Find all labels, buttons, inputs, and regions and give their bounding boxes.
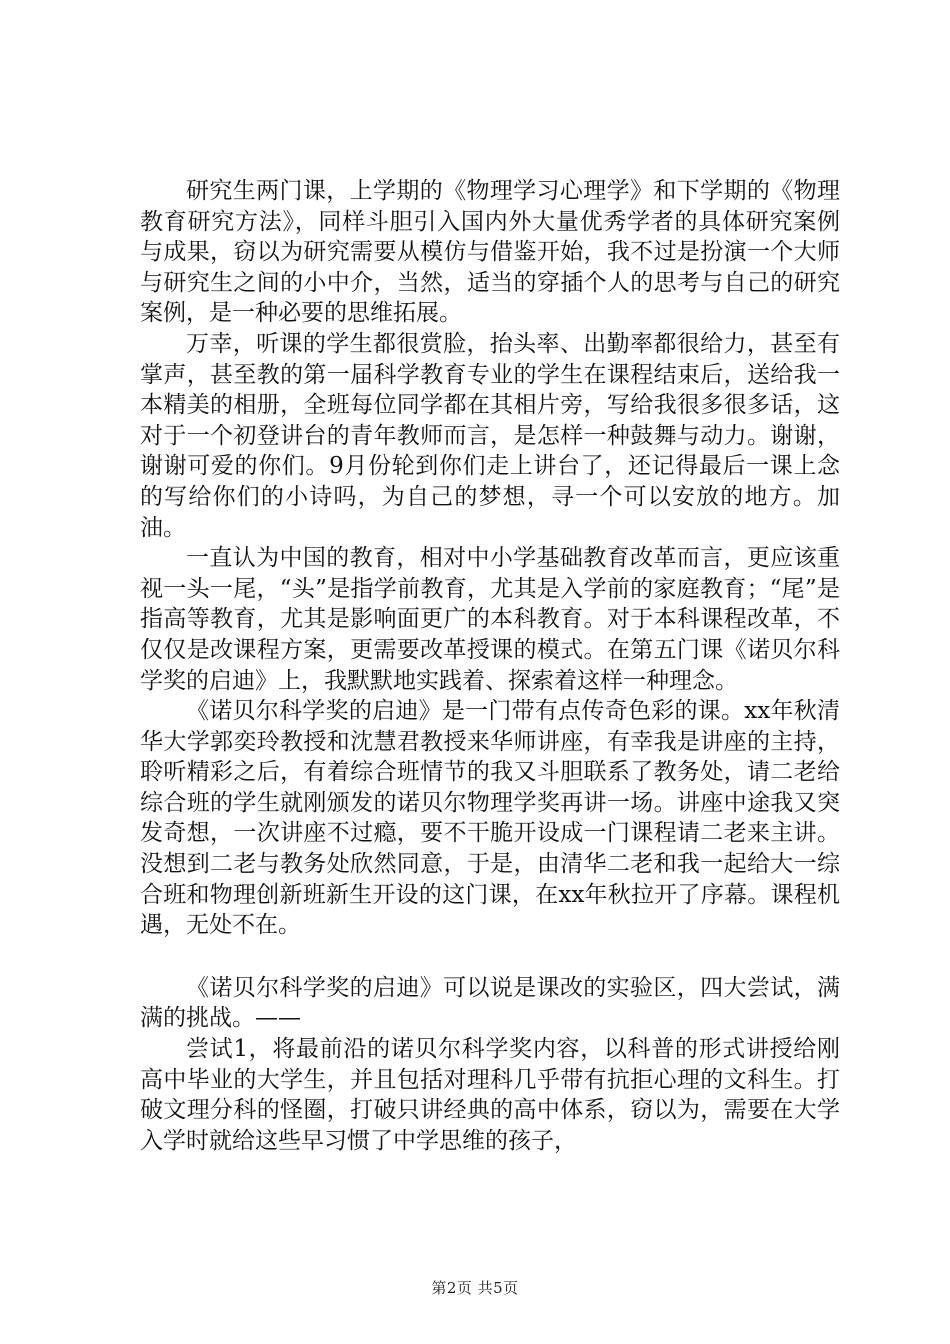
paragraph-2: 万幸，听课的学生都很赏脸，抬头率、出勤率都很给力，甚至有掌声，甚至教的第一届科学教育专业的学生在课程结束后，送给我一本精美的相册，全班每位同学都在其相片旁，写给我很多很多话，这对于一个初登讲台的青年教师而言，是怎样一种鼓舞与动力。谢谢，谢谢可爱的你们。9月份轮到你们走上讲台了，还记得最后一课上念的写给你们的小诗吗，为自己的梦想，寻一个可以安放的地方。加油。	[140, 330, 840, 541]
paragraph-3: 一直认为中国的教育，相对中小学基础教育改革而言，更应该重视一头一尾，“头”是指学前教育，尤其是入学前的家庭教育；“尾”是指高等教育，尤其是影响面更广的本科教育。对于本科课程改革，不仅仅是改课程方案，更需要改革授课的模式。在第五门课《诺贝尔科学奖的启迪》上，我默默地实践着、探索着这样一种理念。	[140, 545, 840, 694]
page-number-footer: 第2页 共5页	[431, 1279, 519, 1297]
paragraph-1: 研究生两门课，上学期的《物理学习心理学》和下学期的《物理教育研究方法》，同样斗胆引入国内外大量优秀学者的具体研究案例与成果，窃以为研究需要从模仿与借鉴开始，我不过是扮演一个大师与研究生之间的小中介，当然，适当的穿插个人的思考与自己的研究案例，是一种必要的思维拓展。	[140, 178, 840, 327]
paragraph-6: 尝试1，将最前沿的诺贝尔科学奖内容，以科普的形式讲授给刚高中毕业的大学生，并且包括对理科几乎带有抗拒心理的文科生。打破文理分科的怪圈，打破只讲经典的高中体系，窃以为，需要在大学入学时就给这些早习惯了中学思维的孩子，	[140, 1036, 840, 1154]
document-body	[140, 176, 840, 1156]
paragraph-4: 《诺贝尔科学奖的启迪》是一门带有点传奇色彩的课。xx年秋清华大学郭奕玲教授和沈慧君教授来华师讲座，有幸我是讲座的主持，聆听精彩之后，有着综合班情节的我又斗胆联系了教务处，请二老给综合班的学生就刚颁发的诺贝尔物理学奖再讲一场。讲座中途我又突发奇想，一次讲座不过瘾，要不干脆开设成一门课程请二老来主讲。没想到二老与教务处欣然同意，于是，由清华二老和我一起给大一综合班和物理创新班新生开设的这门课，在xx年秋拉开了序幕。课程机遇，无处不在。	[140, 698, 840, 939]
paragraph-5: 《诺贝尔科学奖的启迪》可以说是课改的实验区，四大尝试，满满的挑战。——	[140, 974, 840, 1032]
